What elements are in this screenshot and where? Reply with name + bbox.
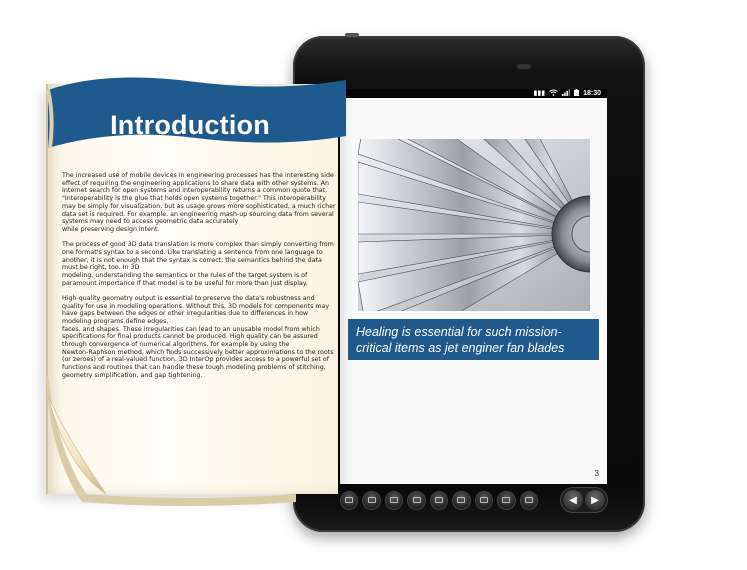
wifi-icon xyxy=(549,89,558,98)
status-time: 18:30 xyxy=(583,89,601,97)
book-body-text xyxy=(62,172,336,387)
camera-sensor xyxy=(517,64,531,69)
nav-button-5[interactable] xyxy=(430,491,448,510)
next-arrow-icon[interactable]: ▶ xyxy=(585,490,605,510)
paragraph-3: High-quality geometry output is essential to preserve the data's robustness and quality for use in modeling operations. Without this, 3D models for components may have gaps between the edges or other irregularities due to differences in how modeling programs define edges, faces, and shapes. These irregularities can lead to an unusable model from which specifications for final products cannot be produced. High quality can be assured through convergence of numerical algorithms, for example by using the Newton-Raphson method, which finds successively better approximations to the roots (or zeroes) of a real-valued function. 3D InterOp provides access to a powerful set of functions and routines that can handle these tough modeling problems of stitching, geometry simplification, and gap tightening. xyxy=(62,294,334,379)
power-button[interactable] xyxy=(345,33,359,37)
page-arrows xyxy=(560,487,608,513)
page-number: 3 xyxy=(594,469,599,478)
paragraph-1: The increased use of mobile devices in engineering processes has the interesting side effect of requiring the engineering applications to share data with other systems. An Internet search for open systems and interoperability returns a common quote that, "Interoperability is the glue that holds open systems together." This interoperability may be simply for visualization, but as usage grows more sophisticated, a much richer data set is required. For example, an engineering mash-up sourcing data from several systems may need to access geometric data accurately while preserving design intent. xyxy=(62,172,336,233)
jet-engine-image xyxy=(358,139,590,311)
page-curl xyxy=(46,376,306,506)
nav-button-6[interactable] xyxy=(452,491,470,510)
nav-button-9[interactable] xyxy=(520,491,538,510)
tablet-screen xyxy=(340,89,607,484)
image-caption: Healing is essential for such mission-critical items as jet enginer fan blades xyxy=(348,319,599,360)
book-title: Introduction xyxy=(110,110,270,140)
signal-icon xyxy=(562,89,570,98)
nav-button-8[interactable] xyxy=(497,491,515,510)
nav-button-2[interactable] xyxy=(362,491,380,510)
previous-arrow-icon[interactable]: ◀ xyxy=(563,490,583,510)
nav-button-4[interactable] xyxy=(407,491,425,510)
nav-button-1[interactable] xyxy=(340,491,358,510)
nav-button-3[interactable] xyxy=(385,491,403,510)
battery-icon xyxy=(574,89,579,98)
paragraph-2: The process of good 3D data translation is more complex than simply converting from one format's syntax to a second. Like translating a sentence from one language to another, it is not enough that the syntax is correct; the semantics behind the data must be right, too. In 3D modeling, understanding the semantics or the rules of the target system is of paramount importance if that model is to be useful for more than just display. xyxy=(62,241,334,287)
status-bar xyxy=(340,89,607,98)
nav-button-7[interactable] xyxy=(475,491,493,510)
battery-bars-icon: ▮▮▮ xyxy=(533,90,546,97)
tablet-nav-bar xyxy=(340,487,608,513)
